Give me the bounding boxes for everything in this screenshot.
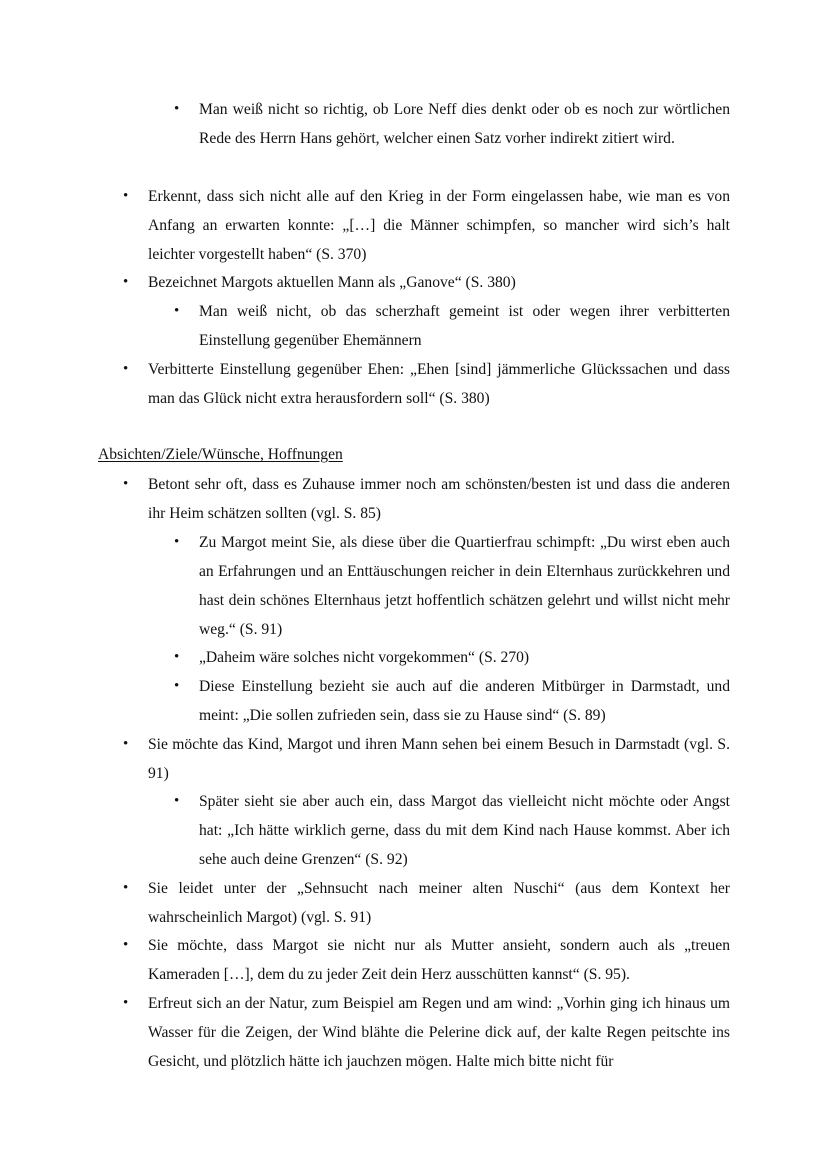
bullet-marker: • (174, 534, 180, 550)
bullet-text: Bezeichnet Margots aktuellen Mann als „Ganove“ (S. 380) (148, 274, 516, 291)
bullet-marker: • (123, 995, 129, 1011)
bullet-marker: • (123, 274, 129, 290)
bullet-text: Erfreut sich an der Natur, zum Beispiel am Regen und am wind: „Vorhin ging ich hinaus um Wasser für die Zeigen, der Wind blähte die Pelerine dick auf, der kalte Regen peitschte ins Gesicht, und plötzlich hätte ich jauchzen mögen. Halte mich bitte nicht für (148, 995, 730, 1070)
bullet-text: Sie möchte, dass Margot sie nicht nur als Mutter ansieht, sondern auch als „treuen Kameraden […], dem du zu jeder Zeit dein Herz ausschütten kannst“ (S. 95). (148, 937, 730, 983)
bullet-marker: • (123, 880, 129, 896)
bullet-marker: • (123, 937, 129, 953)
bullet-text: Erkennt, dass sich nicht alle auf den Krieg in der Form eingelassen habe, wie man es von Anfang an erwarten konnte: „[…] die Männer schimpfen, so mancher wird sich’s halt leichter vorgestellt haben“ (S. 370) (148, 188, 730, 263)
bullet-marker: • (174, 101, 180, 117)
bullet-marker: • (123, 188, 129, 204)
sub-bullet-text: „Daheim wäre solches nicht vorgekommen“ (S. 270) (199, 649, 530, 666)
bullet-marker: • (123, 476, 129, 492)
sub-bullet-text: Diese Einstellung bezieht sie auch auf die anderen Mitbürger in Darmstadt, und meint: „Die sollen zufrieden sein, dass sie zu Hause sind“ (S. 89) (199, 678, 730, 724)
bullet-marker: • (174, 303, 180, 319)
bullet-text: Sie leidet unter der „Sehnsucht nach meiner alten Nuschi“ (aus dem Kontext her wahrscheinlich Margot) (vgl. S. 91) (148, 880, 730, 926)
sub-bullet-text: Zu Margot meint Sie, als diese über die Quartierfrau schimpft: „Du wirst eben auch an Erfahrungen und an Enttäuschungen reicher in dein Elternhaus zurückkehren und hast dein schönes Elternhaus jetzt hoffentlich schätzen gelehrt und willst nicht mehr weg.“ (S. 91) (199, 534, 730, 638)
bullet-text: Sie möchte das Kind, Margot und ihren Mann sehen bei einem Besuch in Darmstadt (vgl. S. 91) (148, 736, 730, 782)
section-heading: Absichten/Ziele/Wünsche, Hoffnungen (98, 446, 343, 463)
bullet-marker: • (174, 649, 180, 665)
bullet-marker: • (174, 793, 180, 809)
sub-bullet-text: Man weiß nicht, ob das scherzhaft gemeint ist oder wegen ihrer verbitterten Einstellung gegenüber Ehemännern (199, 303, 730, 349)
bullet-text: Verbitterte Einstellung gegenüber Ehen: „Ehen [sind] jämmerliche Glückssachen und dass man das Glück nicht extra herausfordern soll“ (S. 380) (148, 361, 730, 407)
bullet-marker: • (174, 678, 180, 694)
bullet-marker: • (123, 361, 129, 377)
sub-bullet-text: Man weiß nicht so richtig, ob Lore Neff dies denkt oder ob es noch zur wörtlichen Rede des Herrn Hans gehört, welcher einen Satz vorher indirekt zitiert wird. (199, 101, 730, 147)
bullet-text: Betont sehr oft, dass es Zuhause immer noch am schönsten/besten ist und dass die anderen ihr Heim schätzen sollten (vgl. S. 85) (148, 476, 730, 522)
sub-bullet-text: Später sieht sie aber auch ein, dass Margot das vielleicht nicht möchte oder Angst hat: „Ich hätte wirklich gerne, dass du mit dem Kind nach Hause kommst. Aber ich sehe auch deine Grenzen“ (S. 92) (199, 793, 730, 868)
bullet-marker: • (123, 736, 129, 752)
